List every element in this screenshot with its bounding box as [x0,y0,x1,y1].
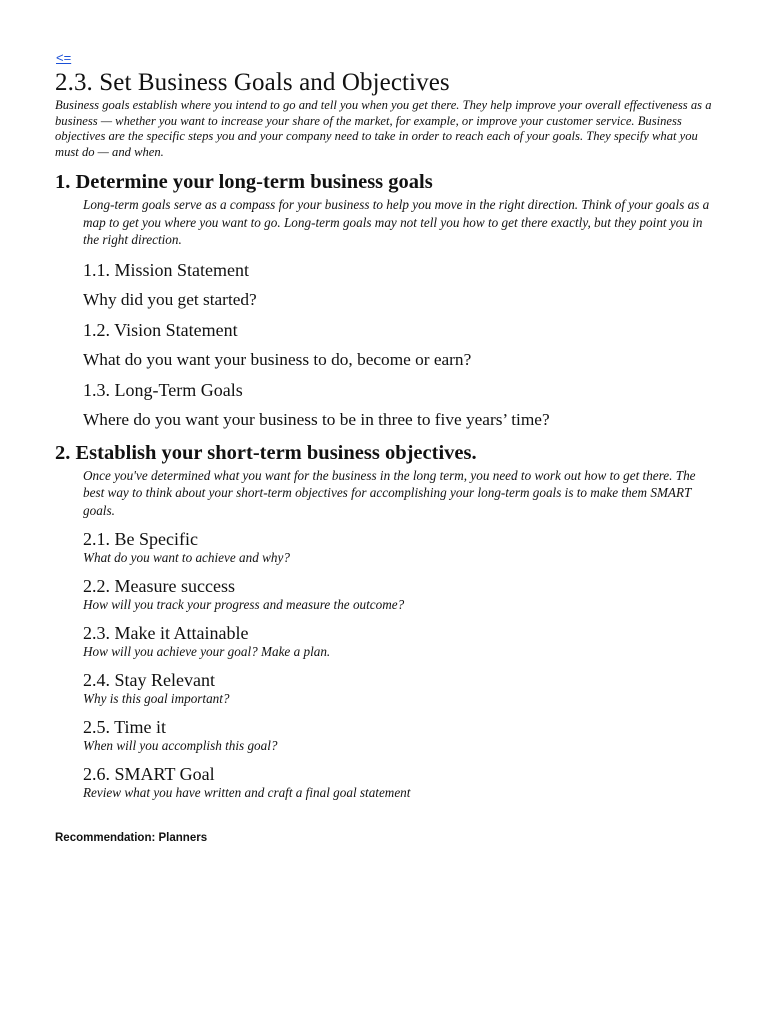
subtext: What do you want to achieve and why? [83,550,290,565]
subheading: 1.1. Mission Statement [83,259,249,280]
subheading: 1.3. Long-Term Goals [83,379,243,400]
subheading: 1.2. Vision Statement [83,319,238,340]
list-item [83,669,715,707]
subheading: 2.4. Stay Relevant [83,670,215,690]
list-item [83,259,715,311]
section-description: Long-term goals serve as a compass for your business to help you move in the right direction. Think of your goals as a map to get you where you want to go. Long-term goals may not tell you how to get there exactly, but they point you in the right direction. [83,197,710,247]
intro-paragraph: Business goals establish where you intend to go and tell you when you get there. They help improve your overall effectiveness as a business — whether you want to increase your share of the market, for example, or improve your customer service. Business objectives are the specific steps you and your company need to take in order to reach each of your goals. They specify what you must do — and when. [55,98,712,159]
subtext: How will you track your progress and measure the outcome? [83,597,405,612]
page-title: 2.3. Set Business Goals and Objectives [55,69,450,96]
list-item [83,319,715,371]
list-item [83,622,715,660]
list-item [83,763,715,801]
subtext: How will you achieve your goal? Make a plan. [83,644,331,659]
section-description: Once you've determined what you want for the business in the long term, you need to work out how to get there. The best way to think about your short-term objectives for accomplishing your long-term goals is to make them SMART goals. [83,467,696,518]
subtext: Review what you have written and craft a final goal statement [83,785,411,800]
subheading: 2.3. Make it Attainable [83,623,249,643]
section-heading: 1. Determine your long-term business goals [55,171,433,193]
section-heading: 2. Establish your short-term business objectives. [55,441,477,464]
list-item [83,528,715,566]
list-item [83,716,715,754]
subheading: 2.1. Be Specific [83,529,198,549]
subtext: Why is this goal important? [83,691,230,706]
subtext: When will you accomplish this goal? [83,738,278,753]
list-item [83,379,715,431]
section-body [83,467,715,802]
subheading: 2.2. Measure success [83,576,235,596]
subtext: Where do you want your business to be in three to five years’ time? [83,409,550,429]
back-link[interactable]: <= [56,50,72,65]
subheading: 2.5. Time it [83,717,167,737]
subheading: 2.6. SMART Goal [83,764,215,784]
section-long-term-goals [55,170,715,431]
subtext: Why did you get started? [83,289,257,309]
list-item [83,575,715,613]
section-short-term-objectives [55,441,715,802]
document-page [55,50,715,845]
recommendation-text: Recommendation: Planners [55,832,208,844]
subtext: What do you want your business to do, become or earn? [83,349,472,369]
section-body [83,196,715,431]
